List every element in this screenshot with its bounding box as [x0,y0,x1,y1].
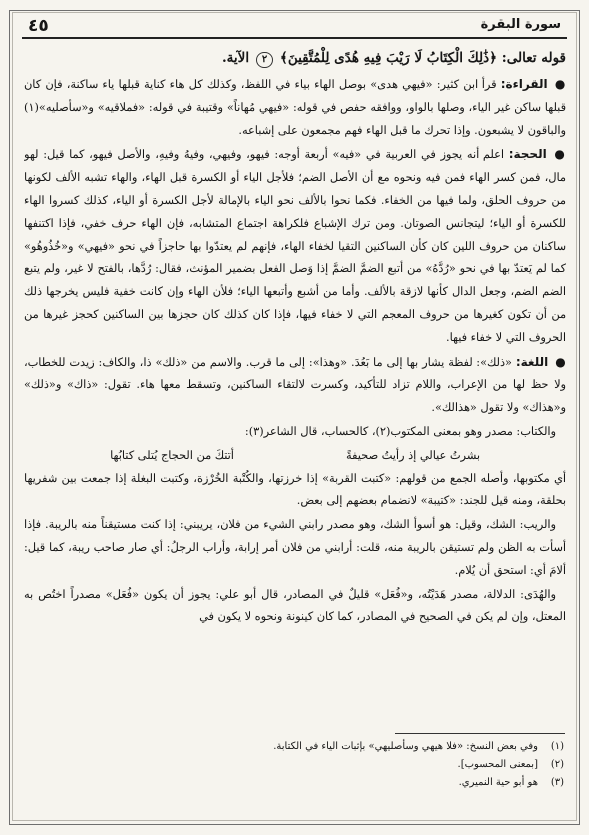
rayb-paragraph: والريب: الشك، وقيل: هو أسوأ الشك، وهو مصدر رابني الشيء من فلان، يريبني: إذا كنت مستيقناً منه بالريبة. فإذا أسأت به الظن ولم تستيقن بالريبة منه، قلت: أرابني من فلان أمر إرابة، وأراب الرجلُ: أي صار صاحب ريبة، كما قيل: ألامَ أي: استحق أن يُلام. [24,518,566,577]
section-paragraph: «ذلك»: لفظة يشار بها إلى ما بَعُدَ. «وهذا»: إلى ما قرب. والاسم من «ذلك» ذا، والكاف: زيدت للخطاب، ولا حظ لها من الإعراب، واللام تزاد للتأكيد، وكسرت لالتقاء الساكنين، وتسقط معها هاء. تقول: «ذاك» و«ذلك» و«هذاك» ولا تقول «هذالك». [24,355,566,415]
section-hujja [24,143,566,349]
footnote-number: (٣) [550,777,564,788]
poem-verse [24,445,566,468]
section-heading: الحجة: [508,147,547,162]
poem-hemistich-2: أتتكَ من الحجاج يُتلى كتابُها [110,448,234,462]
book-definition: والكتاب: مصدر وهو بمعنى المكتوب(٢)، كالحساب، قال الشاعر(٣): [244,424,556,438]
bullet-icon: ● [554,77,566,91]
section-heading: القراءة: [500,77,548,91]
footnotes [24,738,564,792]
verse-suffix: الآية. [221,50,250,66]
footnote-divider [395,733,565,734]
main-text [24,44,566,729]
surah-title: سورة البقرة [480,17,561,32]
section-paragraph: قرأ ابن كثير: «فيهي هدى» بوصل الهاء بياء في اللفظ، وكذلك كل هاء كناية قبلها ياء ساكنة، فإن كان قبلها ساكن غير الياء، وصلها بالواو، ووافقه حفص في قوله: «فيهي مُهاناً» وقتيبة في قوله: «فملاقيه» و«سأصليه»(١) والباقون لا يشبعون. وإذا تحرك ما قبل الهاء فهم مجمعون على إشباعه. [24,78,566,137]
bullet-icon: ● [554,147,566,162]
footnote-text: هو أبو حية النميري. [458,777,538,788]
footnote-number: (٢) [550,759,564,770]
section-lugha [24,351,566,420]
verse-intro: قوله تعالى: [501,50,566,66]
ayah-number-marker: ٢ [256,52,273,68]
section-heading: اللغة: [515,354,549,369]
footnote-text: وفي بعض النسخ: «فلا هيهي وسأصليهي» بإثبات الياء في الكتابة. [273,741,538,752]
section-paragraph: اعلم أنه يجوز في العربية في «فيه» أربعة أوجه: فيهو، وفيهي، وفيهُ وفيهِ، والأصل فيهو، كما قيل: لهو مال، فمن كسر الهاء فمن فيه ونحوه مع أن الأصل الضم؛ فلأجل الياء أو الكسرة قبل الهاء، والهاء تشبه الألف لكونها من حروف الحلق، ولما فيها من الخفاء. فكما نحوا بالألف نحو الياء بالإمالة لأجل الكسرة أو الياء، كذلك كسروا الهاء للكسرة أو الياء؛ ليتجانس الصوتان. ومن ترك الإشباع فلكراهة اجتماع المتشابه، فإن الهاء حرف خفي، فإذا اكتنفها ساكنان من حروف اللين كان كأن الساكنين التقيا لخفاء الهاء، فإنهم لم يعتدّوا بها حاجزاً في نحو «فيهي» و«خُذُوهُو» كما لم يَعتدّ بها في نحو «رُدَّهُ» من أتبع الضمَّ الضمَّ إذا وَصل الفعل بضمير المؤنث، فقال: رُدَّها، بالفتح لا غير، ولم يتبع الضم الضم، وجعل الدال كأنها لازقة بالألف. وأما من أشبع وأتبعها الياء؛ فلأن الهاء وإن كانت خفية فليس يخرجها ذلك من أن تكون كغيرها من حروف المعجم التي لا خفاء فيها، فإذا كان كذلك كان حجزها بين الساكنين كحجز غيرها من الحروف التي لا خفاء فيها. [24,148,566,344]
huda-paragraph: والهُدَى: الدلالة، مصدر هَدَيْتُه، و«فُعَل» قليلٌ في المصادر، قال أبو علي: يجوز أن يكون «فُعَل» مصدراً اختُص به المعتل، وإن لم يكن في الصحيح في المصادر، كما كان كينونة ونحوه لا يكون في [24,587,566,624]
footnote-number: (١) [550,741,564,752]
verse-text: ﴿ذَٰلِكَ الْكِتَابُ لَا رَيْبَ فِيهِ هُدًى لِلْمُتَّقِينَ﴾ [279,50,498,66]
after-poem-paragraph: أي مكتوبها، وأصله الجمع من قولهم: «كتبت القربة» إذا خرزتها، والكُتْبة الخُرْزة، وكتبت البغلة إذا جمعت بين شفريها بحلقة، ومنه قيل للجند: «كتيبة» لانضمام بعضهم إلى بعض. [24,471,566,508]
page-number: ٤٥ [28,16,49,36]
footnote-item [24,738,564,756]
footnote-item [24,774,564,792]
bullet-icon: ● [555,354,566,369]
footnote-text: [بمعنى المحسوب]. [457,759,538,770]
section-qiraa [24,73,566,142]
poem-hemistich-1: بشرتُ عيالي إذ رأيتُ صحيفةً [346,448,480,462]
page-header [22,15,567,39]
verse-line [24,44,566,72]
footnote-item [24,756,564,774]
